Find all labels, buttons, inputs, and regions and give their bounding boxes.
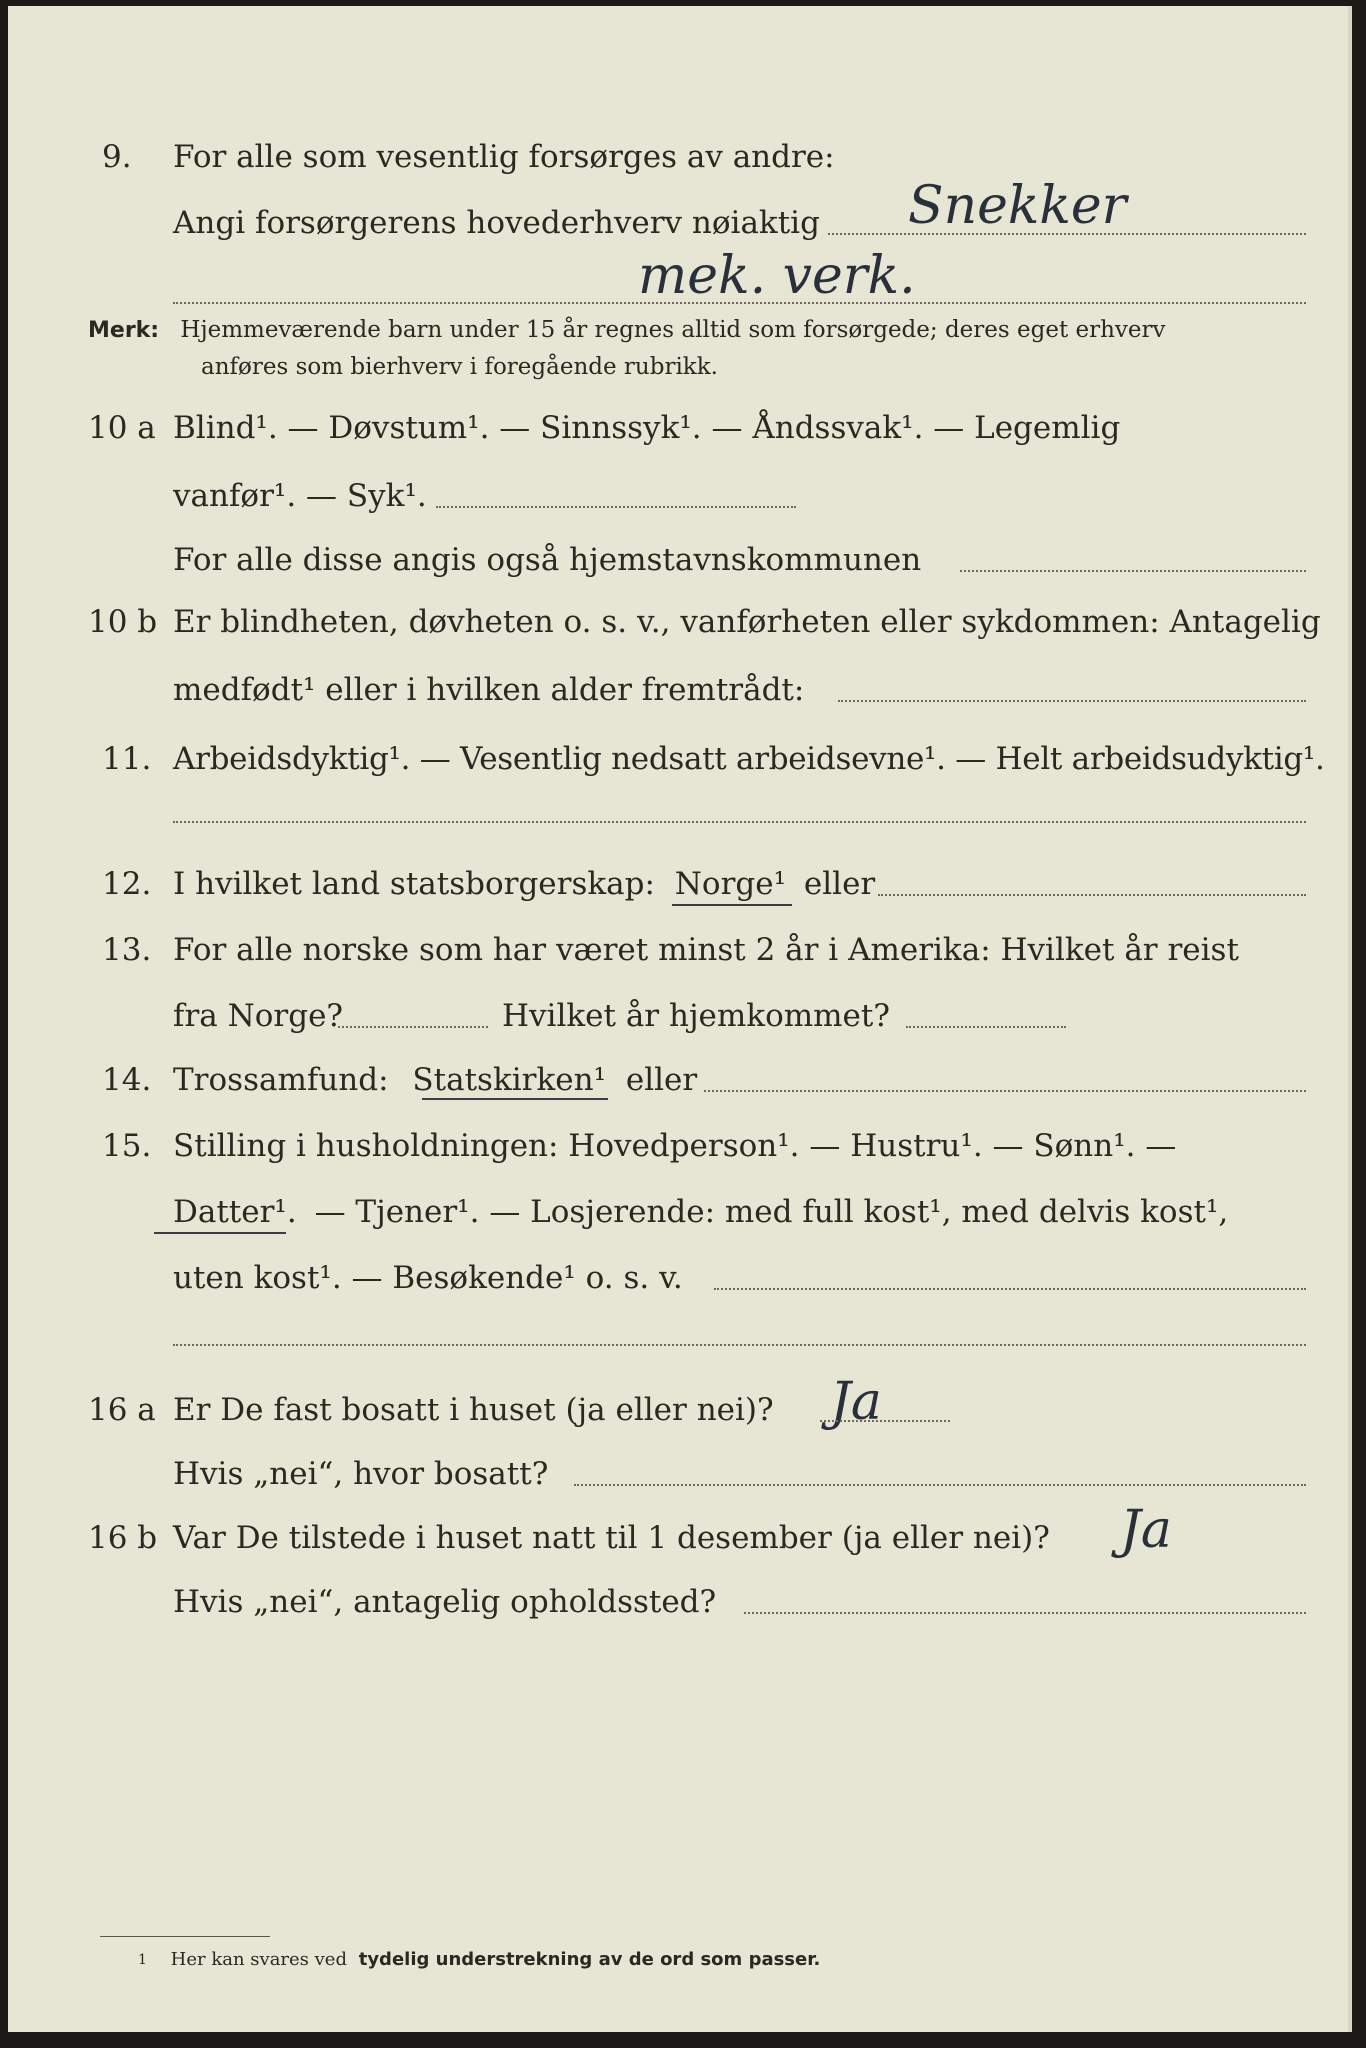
q13-return-line <box>906 1026 1066 1028</box>
q16b-handwritten-answer: Ja <box>1120 1500 1172 1560</box>
q9-number: 9. <box>102 139 132 175</box>
q15-underline-mark <box>154 1232 286 1234</box>
q10a-answer-line <box>436 506 796 508</box>
q15-number: 15. <box>102 1128 152 1164</box>
q10b-line1: Er blindheten, døvheten o. s. v., vanførheten eller sykdommen: Antagelig <box>173 604 1321 640</box>
q16a-answer-line <box>820 1420 950 1422</box>
q16b-number: 16 b <box>88 1520 158 1556</box>
merk-note-line1 <box>88 314 1166 347</box>
q9-handwritten-employer: mek. verk. <box>638 246 916 306</box>
q14-choice-statskirken: Statskirken¹ <box>412 1062 606 1098</box>
q9-line2: Angi forsørgerens hovederhverv nøiaktig <box>173 205 820 241</box>
footnote-text: Her kan svares ved <box>170 1949 347 1970</box>
q11-answer-line <box>173 821 1306 823</box>
q14-underline-mark <box>422 1098 608 1100</box>
q14-prefix: Trossamfund: <box>173 1062 389 1098</box>
q16a-number: 16 a <box>88 1392 156 1428</box>
q10a-line2: vanfør¹. — Syk¹. <box>173 478 427 514</box>
footnote <box>138 1948 820 1972</box>
q13-line1: For alle norske som har været minst 2 år i Amerika: Hvilket år reist <box>173 932 1239 968</box>
merk-text-1: Hjemmeværende barn under 15 år regnes alltid som forsørgede; deres eget erhverv <box>180 317 1166 343</box>
footnote-bold-text: tydelig understrekning av de ord som passer. <box>358 1949 821 1970</box>
q12-line <box>173 864 875 904</box>
q12-choice-norge: Norge¹ <box>674 866 787 902</box>
q11-line1: Arbeidsdyktig¹. — Vesentlig nedsatt arbeidsevne¹. — Helt arbeidsudyktig¹. <box>173 741 1325 777</box>
q15-answer-line <box>714 1288 1306 1290</box>
q9-answer-line-2 <box>173 302 1306 304</box>
merk-note-line2: anføres som bierhverv i foregående rubrikk. <box>201 354 718 380</box>
q15-choice-datter: Datter¹. <box>173 1194 297 1230</box>
q12-underline-mark <box>672 904 792 906</box>
merk-label: Merk: <box>88 318 160 343</box>
q12-answer-line <box>878 894 1306 896</box>
q14-number: 14. <box>102 1062 152 1098</box>
q11-number: 11. <box>102 741 152 777</box>
q14-line <box>173 1060 697 1100</box>
q12-number: 12. <box>102 866 152 902</box>
q15-line1: Stilling i husholdningen: Hovedperson¹. — Hustru¹. — Sønn¹. — <box>173 1128 1177 1164</box>
q14-suffix: eller <box>625 1062 698 1098</box>
q10b-answer-line <box>838 700 1306 702</box>
q13-line2a: fra Norge? <box>173 998 344 1034</box>
census-form-page <box>8 6 1352 2032</box>
q12-suffix: eller <box>803 866 876 902</box>
q16b-line2: Hvis „nei“, antagelig opholdssted? <box>173 1584 717 1620</box>
q9-handwritten-occupation: Snekker <box>908 176 1127 236</box>
q13-line2b: Hvilket år hjemkommet? <box>502 998 890 1034</box>
q10a-number: 10 a <box>88 410 156 446</box>
q16b-line1: Var De tilstede i huset natt til 1 desember (ja eller nei)? <box>173 1520 1050 1556</box>
q16b-whereabouts-line <box>744 1612 1306 1614</box>
footnote-mark: 1 <box>138 1952 147 1968</box>
q16a-residence-line <box>574 1484 1306 1486</box>
q9-line1: For alle som vesentlig forsørges av andre: <box>173 139 835 175</box>
footnote-rule <box>100 1936 270 1937</box>
q15-line2 <box>173 1192 1228 1232</box>
q13-departure-line <box>338 1026 488 1028</box>
q10a-line1: Blind¹. — Døvstum¹. — Sinnssyk¹. — Åndssvak¹. — Legemlig <box>173 410 1121 446</box>
q13-number: 13. <box>102 932 152 968</box>
q16a-line1: Er De fast bosatt i huset (ja eller nei)? <box>173 1392 774 1428</box>
q15-line2-rest: — Tjener¹. — Losjerende: med full kost¹, med delvis kost¹, <box>314 1194 1229 1230</box>
q16a-line2: Hvis „nei“, hvor bosatt? <box>173 1456 549 1492</box>
q15-answer-line-2 <box>173 1344 1306 1346</box>
q12-prefix: I hvilket land statsborgerskap: <box>173 866 655 902</box>
q15-line3: uten kost¹. — Besøkende¹ o. s. v. <box>173 1260 683 1296</box>
q16a-handwritten-answer: Ja <box>830 1372 882 1432</box>
q10b-line2: medfødt¹ eller i hvilken alder fremtrådt: <box>173 672 805 708</box>
q10a-line3: For alle disse angis også hjemstavnskommunen <box>173 542 922 578</box>
q14-answer-line <box>704 1090 1306 1092</box>
q10b-number: 10 b <box>88 604 158 640</box>
q10a-hometown-line <box>960 570 1306 572</box>
